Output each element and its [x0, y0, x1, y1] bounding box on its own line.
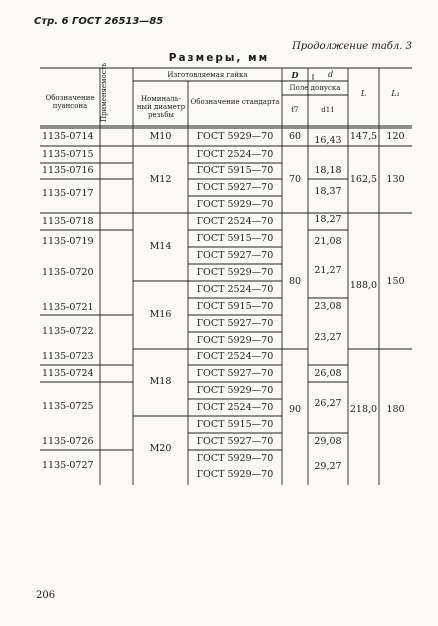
header-designation: Обозначение пуансона — [45, 94, 95, 111]
d-cell: 18,37 — [314, 186, 342, 197]
designation-cell: 1135-0722 — [42, 326, 94, 337]
thread-diameter-cell: M14 — [149, 241, 172, 252]
designation-cell: 1135-0714 — [42, 131, 94, 142]
standard-cell: ГОСТ 5929—70 — [196, 385, 274, 396]
page-number: 206 — [36, 590, 56, 601]
standard-cell: ГОСТ 2524—70 — [196, 216, 274, 227]
L-cell: 218,0 — [349, 404, 378, 415]
header-nut-group: Изготовляемая гайка — [167, 71, 248, 79]
standard-cell: ГОСТ 5929—70 — [196, 335, 274, 346]
header-thread-diameter: Номиналь- ный диаметр резьбы — [136, 95, 186, 120]
standard-cell: ГОСТ 5915—70 — [196, 301, 274, 312]
header-L: L — [360, 89, 367, 98]
designation-cell: 1135-0715 — [42, 149, 94, 160]
standard-cell: ГОСТ 5927—70 — [196, 368, 274, 379]
thread-diameter-cell: M10 — [149, 131, 172, 142]
header-d11: d11 — [321, 106, 335, 114]
header-applicability: Применяемость — [100, 62, 108, 122]
L-cell: 162,5 — [349, 174, 378, 185]
L-cell: 188,0 — [349, 280, 378, 291]
d-cell: 29,27 — [314, 461, 342, 472]
D-cell: 90 — [288, 404, 302, 415]
continuation-label: Продолжение табл. 3 — [292, 41, 412, 52]
L1-cell: 120 — [386, 131, 405, 142]
standard-cell: ГОСТ 5915—70 — [196, 165, 274, 176]
standard-cell: ГОСТ 2524—70 — [196, 351, 274, 362]
designation-cell: 1135-0725 — [42, 401, 94, 412]
L-cell: 147,5 — [349, 131, 378, 142]
standard-cell: ГОСТ 5929—70 — [196, 267, 274, 278]
designation-cell: 1135-0726 — [42, 436, 94, 447]
thread-diameter-cell: M12 — [149, 174, 172, 185]
standard-cell: ГОСТ 5929—70 — [196, 469, 274, 480]
thread-diameter-cell: M20 — [149, 443, 172, 454]
designation-cell: 1135-0724 — [42, 368, 94, 379]
header-L1: L₁ — [391, 89, 400, 98]
designation-cell: 1135-0721 — [42, 302, 94, 313]
D-cell: 70 — [288, 174, 302, 185]
d-cell: 21,27 — [314, 265, 342, 276]
header-f7: f7 — [291, 106, 299, 114]
standard-cell: ГОСТ 5927—70 — [196, 182, 274, 193]
standard-cell: ГОСТ 5915—70 — [196, 233, 274, 244]
d-cell: 26,27 — [314, 398, 342, 409]
d-cell: 23,08 — [314, 301, 342, 312]
D-cell: 60 — [288, 131, 302, 142]
thread-diameter-cell: M18 — [149, 376, 172, 387]
d-cell: 18,18 — [314, 165, 342, 176]
header-tolerance: Поле допуска — [289, 84, 341, 92]
standard-cell: ГОСТ 2524—70 — [196, 402, 274, 413]
standard-cell: ГОСТ 5927—70 — [196, 318, 274, 329]
L1-cell: 130 — [386, 174, 405, 185]
header-D: D — [291, 70, 299, 80]
standard-cell: ГОСТ 5929—70 — [196, 453, 274, 464]
designation-cell: 1135-0716 — [42, 165, 94, 176]
d-cell: 18,27 — [314, 214, 342, 225]
designation-cell: 1135-0723 — [42, 351, 94, 362]
D-cell: 80 — [288, 276, 302, 287]
page-header: Стр. 6 ГОСТ 26513—85 — [34, 16, 164, 27]
designation-cell: 1135-0720 — [42, 267, 94, 278]
designation-cell: 1135-0719 — [42, 236, 94, 247]
standard-cell: ГОСТ 5927—70 — [196, 250, 274, 261]
standard-cell: ГОСТ 5929—70 — [196, 131, 274, 142]
d-cell: 16,43 — [314, 135, 342, 146]
L1-cell: 180 — [386, 404, 405, 415]
d-cell: 23,27 — [314, 332, 342, 343]
standard-cell: ГОСТ 5927—70 — [196, 436, 274, 447]
designation-cell: 1135-0718 — [42, 216, 94, 227]
d-cell: 21,08 — [314, 236, 342, 247]
designation-cell: 1135-0717 — [42, 188, 94, 199]
standard-cell: ГОСТ 2524—70 — [196, 149, 274, 160]
d-cell: 26,08 — [314, 368, 342, 379]
thread-diameter-cell: M16 — [149, 309, 172, 320]
designation-cell: 1135-0727 — [42, 460, 94, 471]
header-standard: Обозначение стандарта — [190, 98, 280, 106]
standard-cell: ГОСТ 5929—70 — [196, 199, 274, 210]
table-title: Размеры, мм — [168, 52, 270, 64]
standard-cell: ГОСТ 5915—70 — [196, 419, 274, 430]
L1-cell: 150 — [386, 276, 405, 287]
d-cell: 29,08 — [314, 436, 342, 447]
standard-cell: ГОСТ 2524—70 — [196, 284, 274, 295]
header-d: d — [327, 70, 334, 79]
